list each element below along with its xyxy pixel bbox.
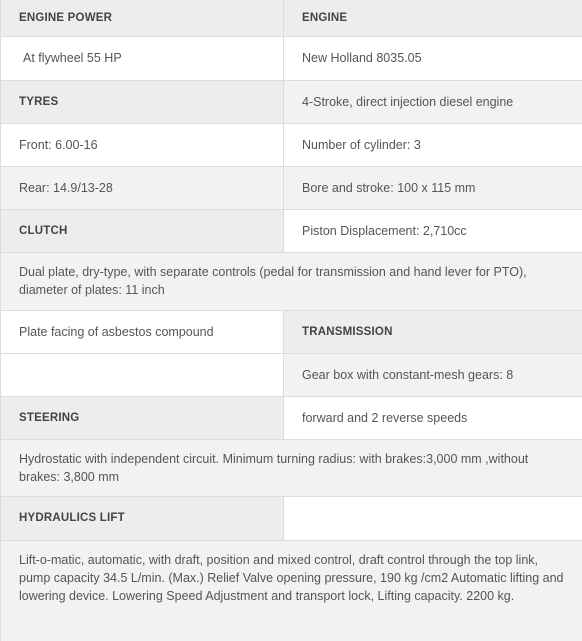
cylinders-value: Number of cylinder: 3 [284,123,582,166]
header-steering: STEERING [1,396,284,439]
header-engine: ENGINE [284,0,582,36]
table-row [1,396,582,439]
table-row [1,496,582,540]
table-row [1,123,582,166]
speeds-value: forward and 2 reverse speeds [284,396,582,439]
empty-cell [1,353,284,396]
header-engine-power: ENGINE POWER [1,0,284,36]
table-row [1,310,582,353]
engine-type-value: 4-Stroke, direct injection diesel engine [284,80,582,123]
table-row [1,439,582,496]
table-row [1,0,582,36]
header-clutch: CLUTCH [1,209,284,252]
table-row [1,540,582,641]
header-transmission: TRANSMISSION [284,310,582,353]
engine-model-value: New Holland 8035.05 [284,36,582,80]
table-row [1,252,582,310]
header-hydraulics-lift: HYDRAULICS LIFT [1,496,284,540]
hydraulics-description: Lift-o-matic, automatic, with draft, position and mixed control, draft control through the top link, pump capacity 34.5 L/min. (Max.) Relief Valve opening pressure, 190 kg /cm2 Automatic lifting and lowering device. Lowering Speed Adjustment and transport lock, Lifting capacity. 2200 kg. [1,540,582,641]
front-tyre-value: Front: 6.00-16 [1,123,284,166]
table-row [1,166,582,209]
bore-stroke-value: Bore and stroke: 100 x 115 mm [284,166,582,209]
steering-description: Hydrostatic with independent circuit. Minimum turning radius: with brakes:3,000 mm ,without brakes: 3,800 mm [1,439,582,496]
clutch-description: Dual plate, dry-type, with separate controls (pedal for transmission and hand lever for PTO), diameter of plates: 11 inch [1,252,582,310]
table-row [1,36,582,80]
displacement-value: Piston Displacement: 2,710cc [284,209,582,252]
table-row [1,80,582,123]
rear-tyre-value: Rear: 14.9/13-28 [1,166,284,209]
gearbox-value: Gear box with constant-mesh gears: 8 [284,353,582,396]
table-row [1,209,582,252]
engine-power-value: At flywheel 55 HP [1,36,284,80]
empty-cell [284,496,582,540]
table-row [1,353,582,396]
plate-facing-value: Plate facing of asbestos compound [1,310,284,353]
header-tyres: TYRES [1,80,284,123]
